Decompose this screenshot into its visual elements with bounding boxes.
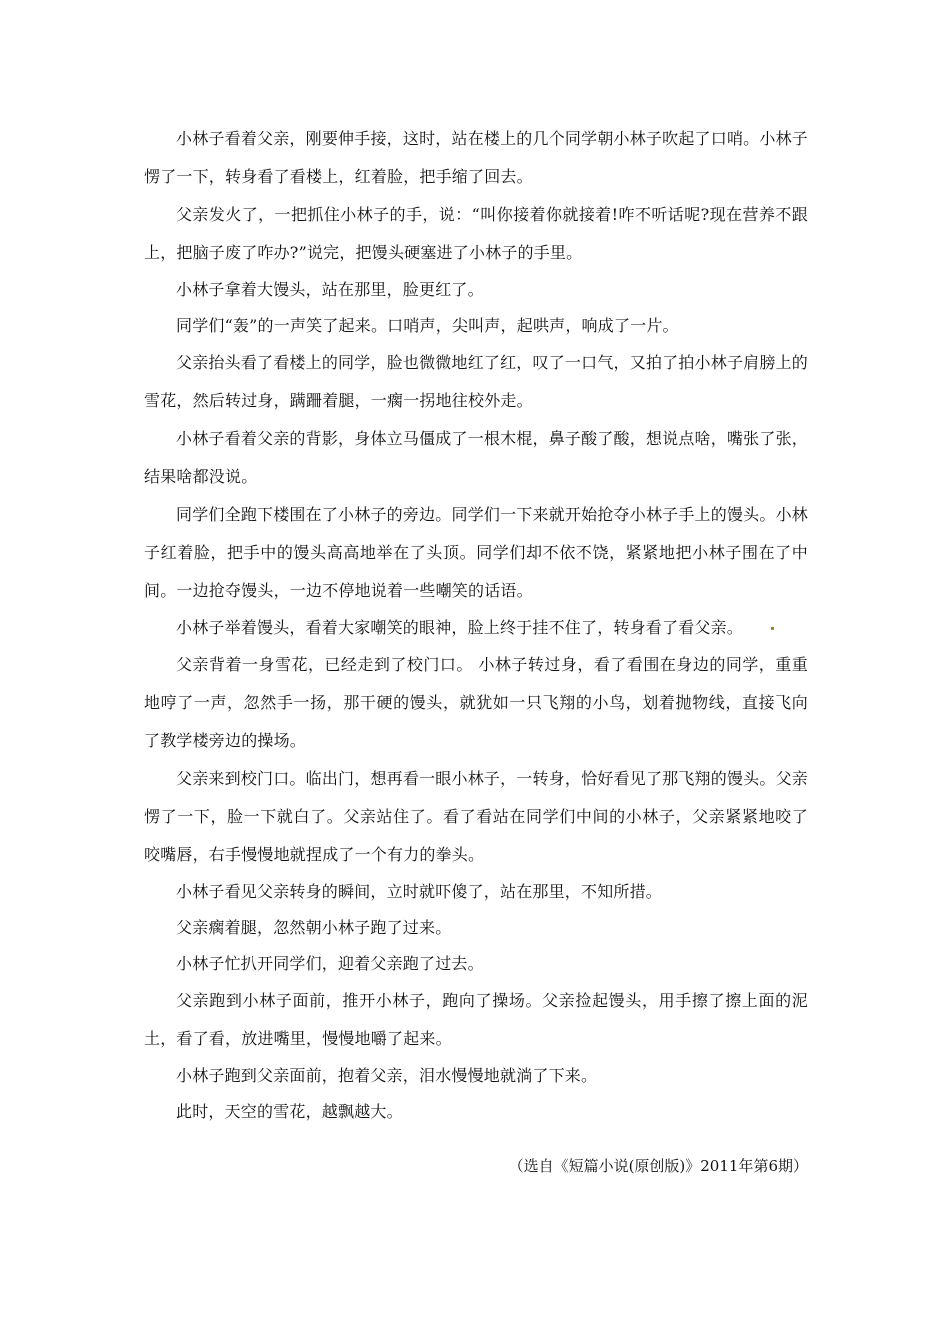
paragraph-11: 小林子看见父亲转身的瞬间，立时就吓傻了，站在那里，不知所措。 xyxy=(176,882,663,901)
paragraph-9: 父亲背着一身雪花，已经走到了校门口。 小林子转过身，看了看围在身边的同学，重重地哼了一声，忽然手一扬，那干硬的馒头，就犹如一只飞翔的小鸟，划着抛物线，直接飞向了教学楼旁边的操场。 xyxy=(144,655,808,750)
paragraph-1: 小林子看着父亲，刚要伸手接，这时，站在楼上的几个同学朝小林子吹起了口哨。小林子愣了一下，转身看了看楼上，红着脸，把手缩了回去。 xyxy=(144,129,808,186)
paragraph-8 xyxy=(144,610,808,646)
paragraph-2: 父亲发火了，一把抓住小林子的手，说：“叫你接着你就接着!咋不听话呢?现在营养不跟上，把脑子废了咋办?”说完，把馒头硬塞进了小林子的手里。 xyxy=(144,205,808,262)
paragraph-7: 同学们全跑下楼围在了小林子的旁边。同学们一下来就开始抢夺小林子手上的馒头。小林子红着脸，把手中的馒头高高地举在了头顶。同学们却不依不饶，紧紧地把小林子围在了中间。一边抢夺馒头，一边不停地说着一些嘲笑的话语。 xyxy=(144,505,808,600)
paragraph-14: 父亲跑到小林子面前，推开小林子，跑向了操场。父亲捡起馒头，用手擦了擦上面的泥土，看了看，放进嘴里，慢慢地嚼了起来。 xyxy=(144,991,808,1048)
paragraph-10: 父亲来到校门口。临出门，想再看一眼小林子，一转身，恰好看见了那飞翔的馒头。父亲愣了一下，脸一下就白了。父亲站住了。看了看站在同学们中间的小林子，父亲紧紧地咬了咬嘴唇，右手慢慢地就捏成了一个有力的拳头。 xyxy=(144,769,808,864)
paragraph-16: 此时，天空的雪花，越飘越大。 xyxy=(176,1102,403,1121)
paragraph-4: 同学们“轰”的一声笑了起来。口哨声，尖叫声，起哄声，响成了一片。 xyxy=(176,316,679,335)
stray-dot-mark xyxy=(771,627,774,630)
paragraph-3: 小林子拿着大馒头，站在那里，脸更红了。 xyxy=(176,280,484,299)
paragraph-15: 小林子跑到父亲面前，抱着父亲，泪水慢慢地就淌了下来。 xyxy=(176,1066,598,1085)
paragraph-5: 父亲抬头看了看楼上的同学，脸也微微地红了红，叹了一口气，又拍了拍小林子肩膀上的雪花，然后转过身，蹒跚着腿，一瘸一拐地往校外走。 xyxy=(144,353,808,410)
story-text xyxy=(144,120,808,1130)
paragraph-12: 父亲瘸着腿，忽然朝小林子跑了过来。 xyxy=(176,918,452,937)
paragraph-6: 小林子看着父亲的背影，身体立马僵成了一根木棍，鼻子酸了酸，想说点啥，嘴张了张，结果啥都没说。 xyxy=(144,429,808,486)
source-citation: （选自《短篇小说(原创版)》2011年第6期） xyxy=(508,1157,808,1175)
paragraph-13: 小林子忙扒开同学们，迎着父亲跑了过去。 xyxy=(176,954,484,973)
paragraph-8-text: 小林子举着馒头，看着大家嘲笑的眼神，脸上终于挂不住了，转身看了看父亲。 xyxy=(176,618,744,637)
